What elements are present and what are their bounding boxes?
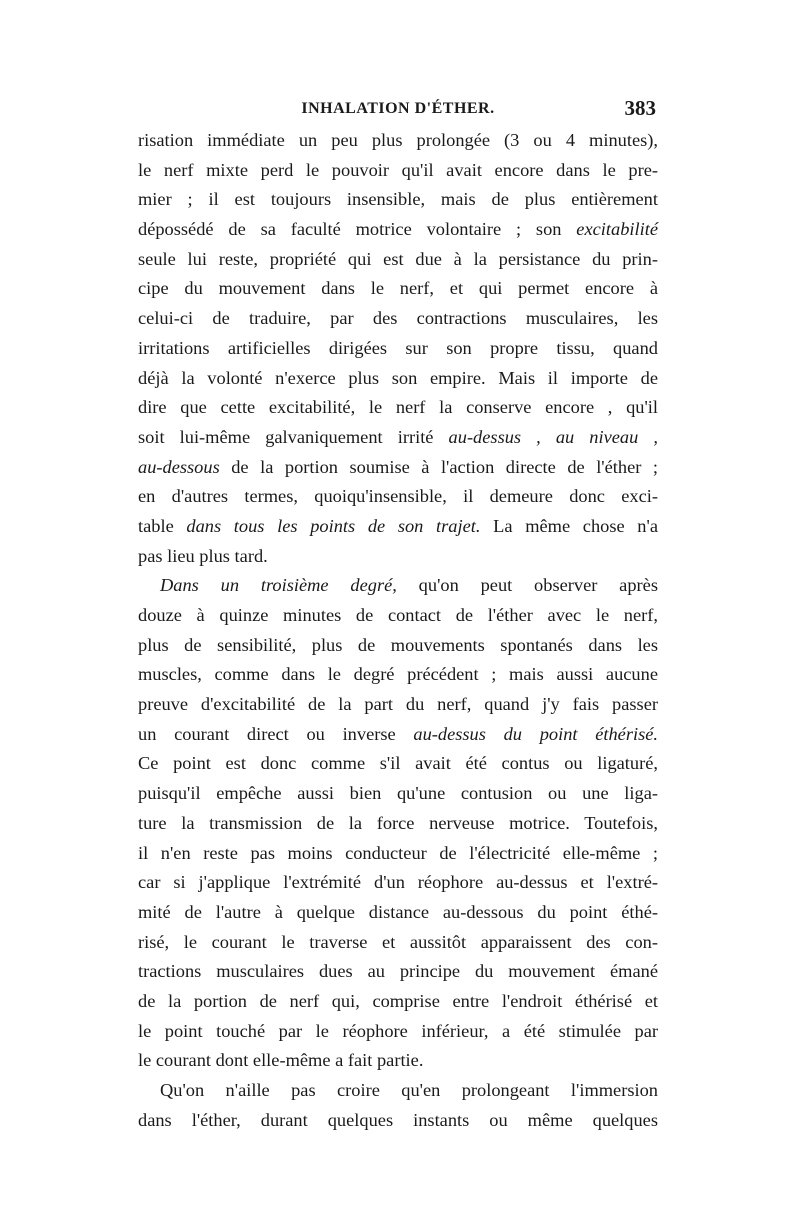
text-span: mité de l'autre à quelque distance au-dessous du point éthé- [138, 901, 658, 922]
italic-text: au-dessous [138, 456, 220, 477]
text-line [138, 631, 658, 661]
text-line [138, 898, 658, 928]
text-line [138, 839, 658, 869]
text-span: il n'en reste pas moins conducteur de l'électricité elle-même ; [138, 842, 658, 863]
text-line [138, 1017, 658, 1047]
text-line [138, 690, 658, 720]
text-line [138, 601, 658, 631]
text-span: celui-ci de traduire, par des contractions musculaires, les [138, 308, 658, 329]
text-line [138, 274, 658, 304]
text-line [138, 245, 658, 275]
text-line [138, 364, 658, 394]
text-line [138, 720, 658, 750]
running-title: INHALATION D'ÉTHER. [301, 100, 495, 117]
text-span: ture la transmission de la force nerveuse motrice. Toutefois, [138, 812, 658, 833]
text-line [138, 928, 658, 958]
text-line [138, 987, 658, 1017]
text-span: douze à quinze minutes de contact de l'éther avec le nerf, [138, 605, 658, 625]
text-span: le point touché par le réophore inférieur, a été stimulée par [138, 1020, 658, 1041]
text-line [138, 215, 658, 245]
text-span: le nerf mixte perd le pouvoir qu'il avait encore dans le pre- [138, 159, 658, 180]
text-span: déjà la volonté n'exerce plus son empire. Mais il importe de [138, 367, 658, 388]
text-span: risation immédiate un peu plus prolongée (3 ou 4 minutes), [138, 130, 658, 150]
text-span: La même chose n'a [480, 515, 658, 536]
text-span: puisqu'il empêche aussi bien qu'une contusion ou une liga- [138, 783, 658, 804]
text-line [138, 482, 658, 512]
text-line [138, 185, 658, 215]
text-span: pas lieu plus tard. [138, 545, 268, 566]
text-line [138, 868, 658, 898]
text-span: preuve d'excitabilité de la part du nerf, quand j'y fais passer [138, 694, 658, 715]
text-line [138, 779, 658, 809]
italic-text: au-dessus , au niveau , [448, 426, 658, 447]
text-span: risé, le courant le traverse et aussitôt apparaissent des con- [138, 931, 658, 952]
text-line [138, 126, 658, 156]
text-line [138, 423, 658, 453]
text-line [138, 512, 658, 542]
text-span: seule lui reste, propriété qui est due à la persistance du prin- [138, 248, 658, 269]
italic-text: Dans un troisième degré, [160, 575, 397, 596]
text-span: soit lui-même galvaniquement irrité [138, 426, 449, 447]
text-span: un courant direct ou inverse [138, 723, 414, 744]
body-text [138, 126, 658, 1135]
text-span: table [138, 515, 187, 536]
text-span: Ce point est donc comme s'il avait été contus ou ligaturé, [138, 753, 658, 774]
text-line [138, 660, 658, 690]
text-line [138, 1046, 658, 1076]
text-line [138, 1076, 658, 1106]
page-number: 383 [624, 96, 656, 120]
text-line [138, 334, 658, 364]
text-span: car si j'applique l'extrémité d'un réophore au-dessus et l'extré- [138, 872, 658, 893]
text-span: dans l'éther, durant quelques instants ou même quelques [138, 1109, 658, 1130]
text-span: mier ; il est toujours insensible, mais de plus entièrement [138, 189, 658, 210]
text-line [138, 749, 658, 779]
text-line [138, 304, 658, 334]
text-span: de la portion soumise à l'action directe de l'éther ; [219, 456, 658, 477]
text-span: en d'autres termes, quoiqu'insensible, il demeure donc exci- [138, 486, 658, 507]
text-span: cipe du mouvement dans le nerf, et qui permet encore à [138, 278, 658, 299]
text-span: tractions musculaires dues au principe du mouvement émané [138, 961, 658, 982]
text-line [138, 542, 658, 572]
text-span: muscles, comme dans le degré précédent ; mais aussi aucune [138, 664, 658, 685]
italic-text: au-dessus du point éthérisé. [413, 723, 659, 744]
text-span: dépossédé de sa faculté motrice volontaire ; son [138, 219, 577, 240]
text-span: le courant dont elle-même a fait partie. [138, 1050, 424, 1071]
italic-text: dans tous les points de son trajet. [186, 515, 481, 536]
text-line [138, 957, 658, 987]
text-line [138, 1106, 658, 1136]
text-span: de la portion de nerf qui, comprise entre l'endroit éthérisé et [138, 990, 658, 1011]
text-line [138, 571, 658, 601]
running-header [138, 96, 658, 124]
text-span: plus de sensibilité, plus de mouvements spontanés dans les [138, 634, 658, 655]
text-span: irritations artificielles dirigées sur son propre tissu, quand [138, 337, 658, 358]
text-line [138, 156, 658, 186]
italic-text: excitabilité [576, 219, 658, 240]
text-line [138, 809, 658, 839]
text-span: dire que cette excitabilité, le nerf la conserve encore , qu'il [138, 397, 658, 418]
text-line [138, 393, 658, 423]
text-span: Qu'on n'aille pas croire qu'en prolongeant l'immersion [160, 1080, 658, 1100]
text-line [138, 453, 658, 483]
text-span: qu'on peut observer après [396, 575, 658, 596]
